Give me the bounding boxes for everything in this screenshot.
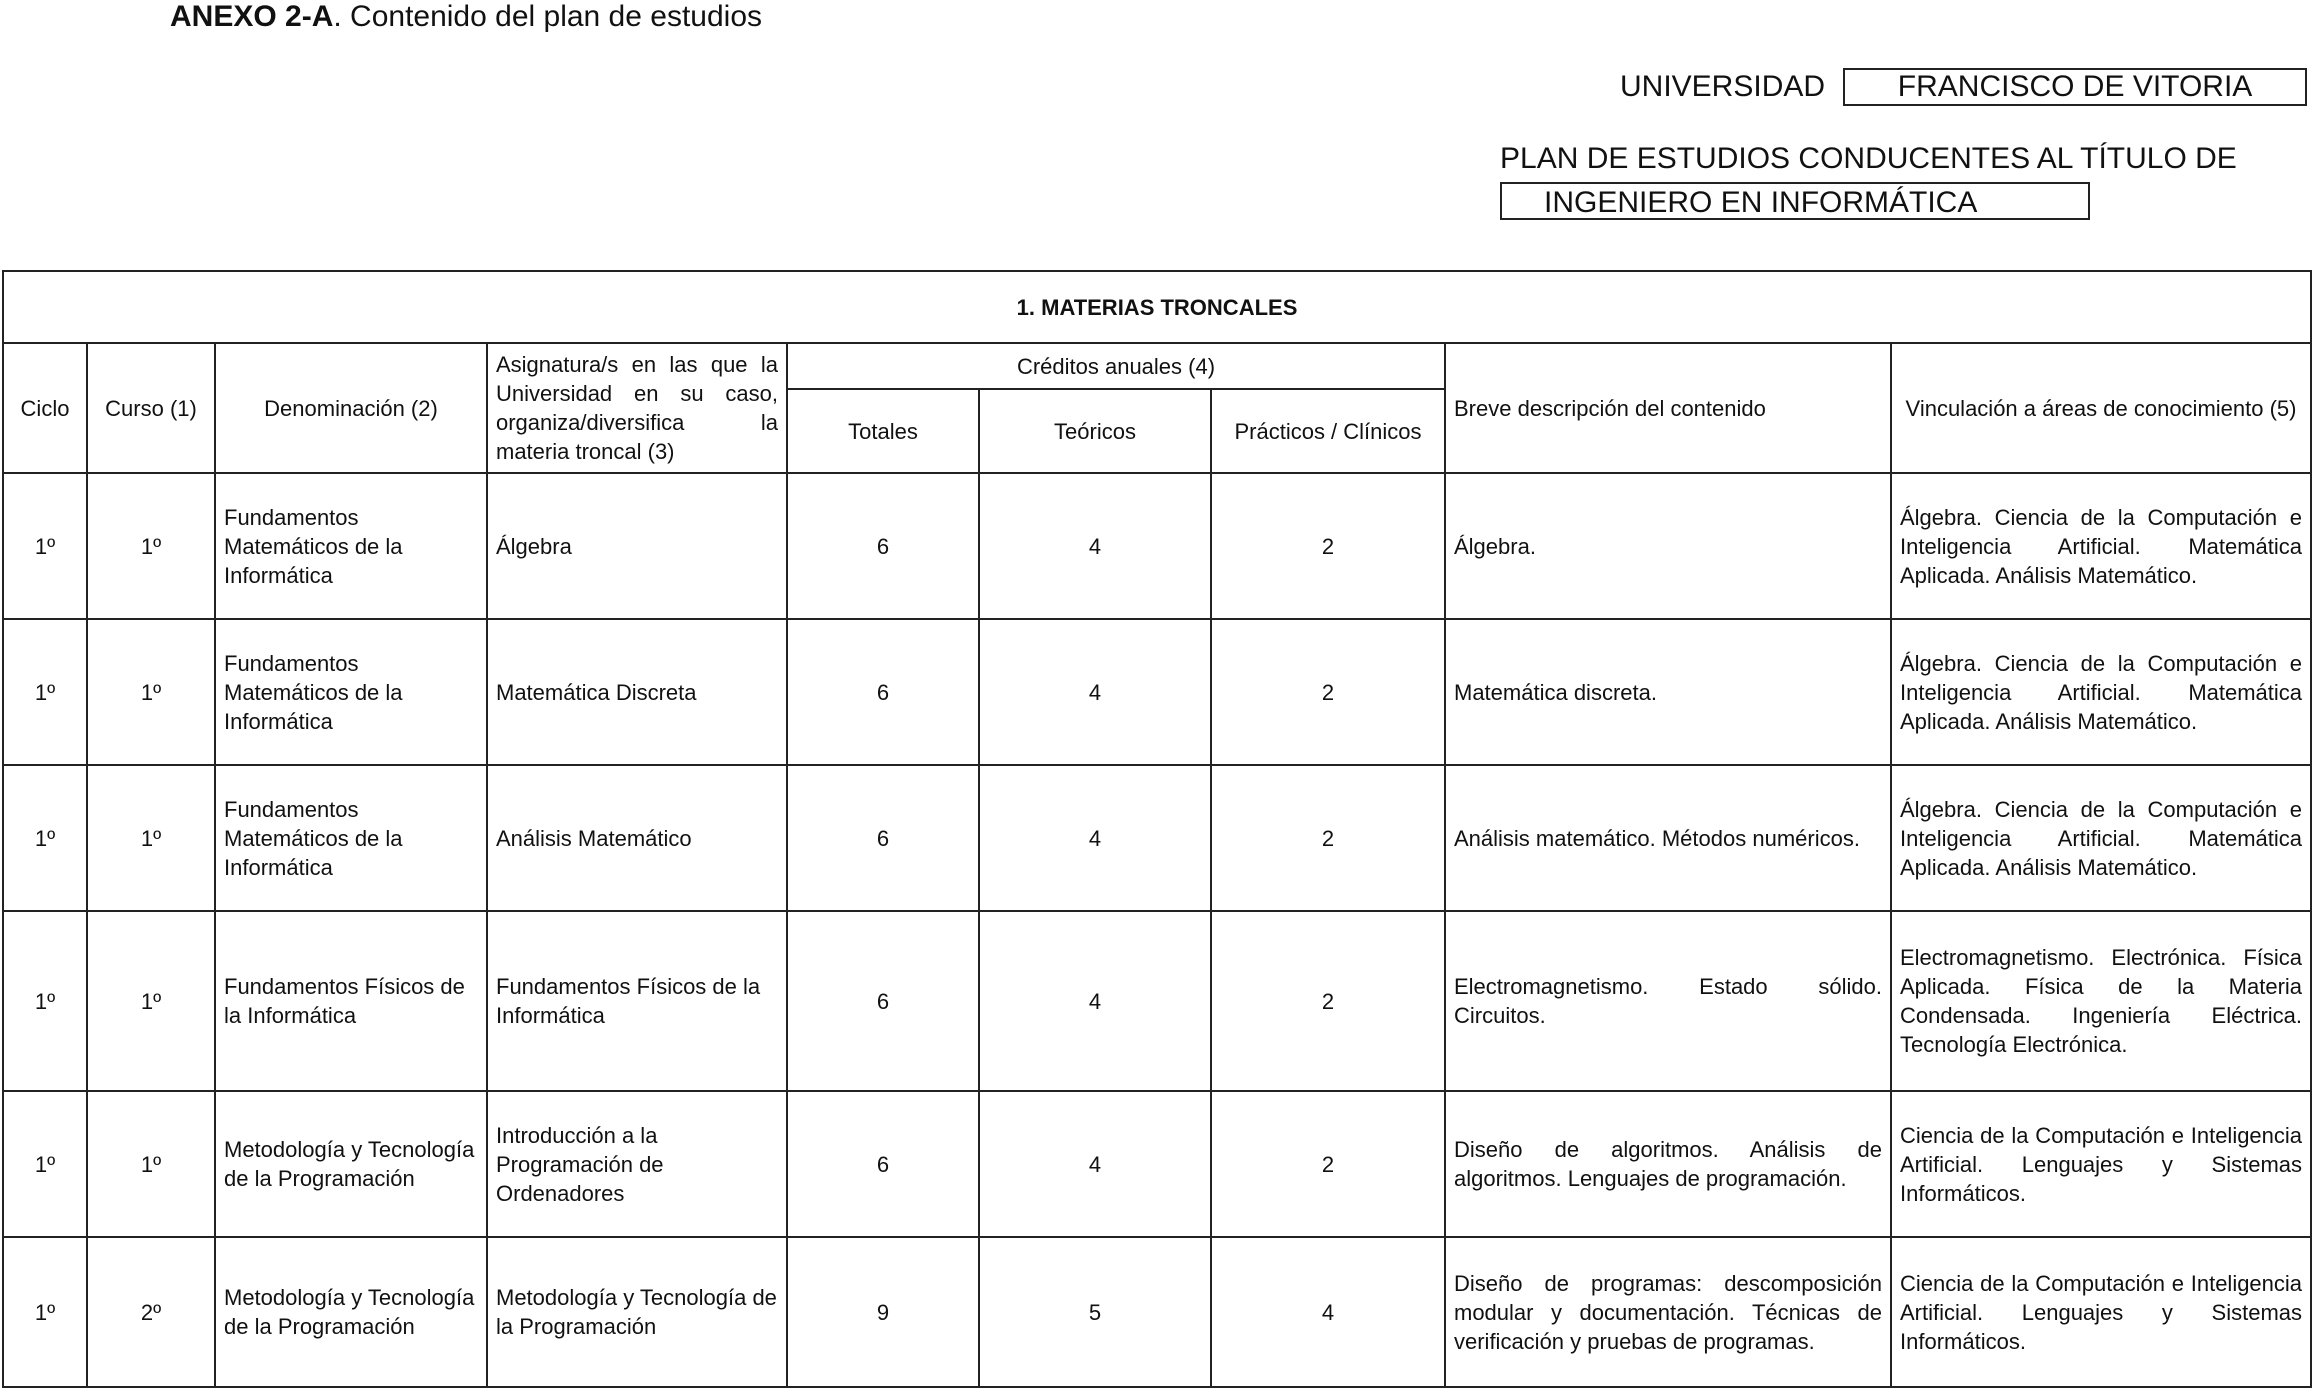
cell-practicos: 2 (1211, 473, 1445, 619)
cell-curso: 1º (87, 473, 215, 619)
cell-denominacion: Metodología y Tecnología de la Programación (215, 1237, 487, 1387)
annex-text: . Contenido del plan de estudios (333, 0, 763, 33)
cell-ciclo: 1º (3, 1237, 87, 1387)
cell-teoricos: 4 (979, 765, 1211, 911)
cell-curso: 1º (87, 1091, 215, 1237)
cell-practicos: 2 (1211, 911, 1445, 1091)
annex-label: ANEXO 2-A (170, 0, 334, 33)
cell-denominacion: Fundamentos Físicos de la Informática (215, 911, 487, 1091)
cell-vinculacion: Álgebra. Ciencia de la Computación e Inteligencia Artificial. Matemática Aplicada. Análisis Matemático. (1891, 619, 2311, 765)
cell-descripcion: Álgebra. (1445, 473, 1891, 619)
cell-descripcion: Electromagnetismo. Estado sólido. Circuitos. (1445, 911, 1891, 1091)
university-label: UNIVERSIDAD (1620, 70, 1826, 103)
cell-totales: 6 (787, 911, 979, 1091)
cell-vinculacion: Álgebra. Ciencia de la Computación e Inteligencia Artificial. Matemática Aplicada. Análisis Matemático. (1891, 473, 2311, 619)
col-header-curso: Curso (1) (87, 343, 215, 473)
col-header-descripcion: Breve descripción del contenido (1445, 343, 1891, 473)
plan-label: PLAN DE ESTUDIOS CONDUCENTES AL TÍTULO DE (1500, 142, 2237, 175)
cell-asignatura: Fundamentos Físicos de la Informática (487, 911, 787, 1091)
col-header-vinculacion: Vinculación a áreas de conocimiento (5) (1891, 343, 2311, 473)
col-header-teoricos: Teóricos (979, 389, 1211, 473)
cell-totales: 9 (787, 1237, 979, 1387)
table-row (3, 1091, 2311, 1237)
cell-curso: 1º (87, 911, 215, 1091)
cell-practicos: 2 (1211, 765, 1445, 911)
cell-practicos: 2 (1211, 1091, 1445, 1237)
cell-teoricos: 4 (979, 1091, 1211, 1237)
university-name-box: FRANCISCO DE VITORIA (1843, 68, 2307, 106)
cell-curso: 1º (87, 619, 215, 765)
table-row (3, 1237, 2311, 1387)
cell-asignatura: Introducción a la Programación de Ordenadores (487, 1091, 787, 1237)
cell-asignatura: Matemática Discreta (487, 619, 787, 765)
cell-teoricos: 5 (979, 1237, 1211, 1387)
cell-ciclo: 1º (3, 473, 87, 619)
cell-denominacion: Fundamentos Matemáticos de la Informática (215, 765, 487, 911)
cell-practicos: 2 (1211, 619, 1445, 765)
cell-practicos: 4 (1211, 1237, 1445, 1387)
annex-heading (170, 0, 762, 34)
university-line (1620, 68, 2307, 106)
cell-ciclo: 1º (3, 911, 87, 1091)
degree-title-box: INGENIERO EN INFORMÁTICA (1500, 182, 2090, 220)
col-header-ciclo: Ciclo (3, 343, 87, 473)
cell-curso: 2º (87, 1237, 215, 1387)
section-title: 1. MATERIAS TRONCALES (3, 271, 2311, 343)
cell-ciclo: 1º (3, 619, 87, 765)
table-row (3, 619, 2311, 765)
cell-descripcion: Diseño de programas: descomposición modular y documentación. Técnicas de verificación y pruebas de programas. (1445, 1237, 1891, 1387)
troncales-table (2, 270, 2312, 1388)
table-row (3, 765, 2311, 911)
col-header-practicos: Prácticos / Clínicos (1211, 389, 1445, 473)
col-header-creditos: Créditos anuales (4) (787, 343, 1445, 389)
cell-teoricos: 4 (979, 473, 1211, 619)
cell-totales: 6 (787, 765, 979, 911)
cell-totales: 6 (787, 1091, 979, 1237)
col-header-asignatura: Asignatura/s en las que la Universidad en su caso, organiza/diversifica la materia troncal (3) (487, 343, 787, 473)
cell-ciclo: 1º (3, 765, 87, 911)
cell-asignatura: Álgebra (487, 473, 787, 619)
cell-vinculacion: Electromagnetismo. Electrónica. Física Aplicada. Física de la Materia Condensada. Ingeniería Eléctrica. Tecnología Electrónica. (1891, 911, 2311, 1091)
cell-descripcion: Análisis matemático. Métodos numéricos. (1445, 765, 1891, 911)
cell-totales: 6 (787, 473, 979, 619)
cell-teoricos: 4 (979, 619, 1211, 765)
col-header-denominacion: Denominación (2) (215, 343, 487, 473)
cell-vinculacion: Álgebra. Ciencia de la Computación e Inteligencia Artificial. Matemática Aplicada. Análisis Matemático. (1891, 765, 2311, 911)
cell-denominacion: Metodología y Tecnología de la Programación (215, 1091, 487, 1237)
cell-asignatura: Análisis Matemático (487, 765, 787, 911)
cell-teoricos: 4 (979, 911, 1211, 1091)
cell-denominacion: Fundamentos Matemáticos de la Informática (215, 619, 487, 765)
cell-descripcion: Matemática discreta. (1445, 619, 1891, 765)
cell-curso: 1º (87, 765, 215, 911)
table-row (3, 911, 2311, 1091)
table-row (3, 473, 2311, 619)
cell-descripcion: Diseño de algoritmos. Análisis de algoritmos. Lenguajes de programación. (1445, 1091, 1891, 1237)
cell-vinculacion: Ciencia de la Computación e Inteligencia Artificial. Lenguajes y Sistemas Informáticos. (1891, 1091, 2311, 1237)
cell-totales: 6 (787, 619, 979, 765)
cell-denominacion: Fundamentos Matemáticos de la Informática (215, 473, 487, 619)
cell-asignatura: Metodología y Tecnología de la Programación (487, 1237, 787, 1387)
cell-ciclo: 1º (3, 1091, 87, 1237)
col-header-totales: Totales (787, 389, 979, 473)
cell-vinculacion: Ciencia de la Computación e Inteligencia Artificial. Lenguajes y Sistemas Informáticos. (1891, 1237, 2311, 1387)
